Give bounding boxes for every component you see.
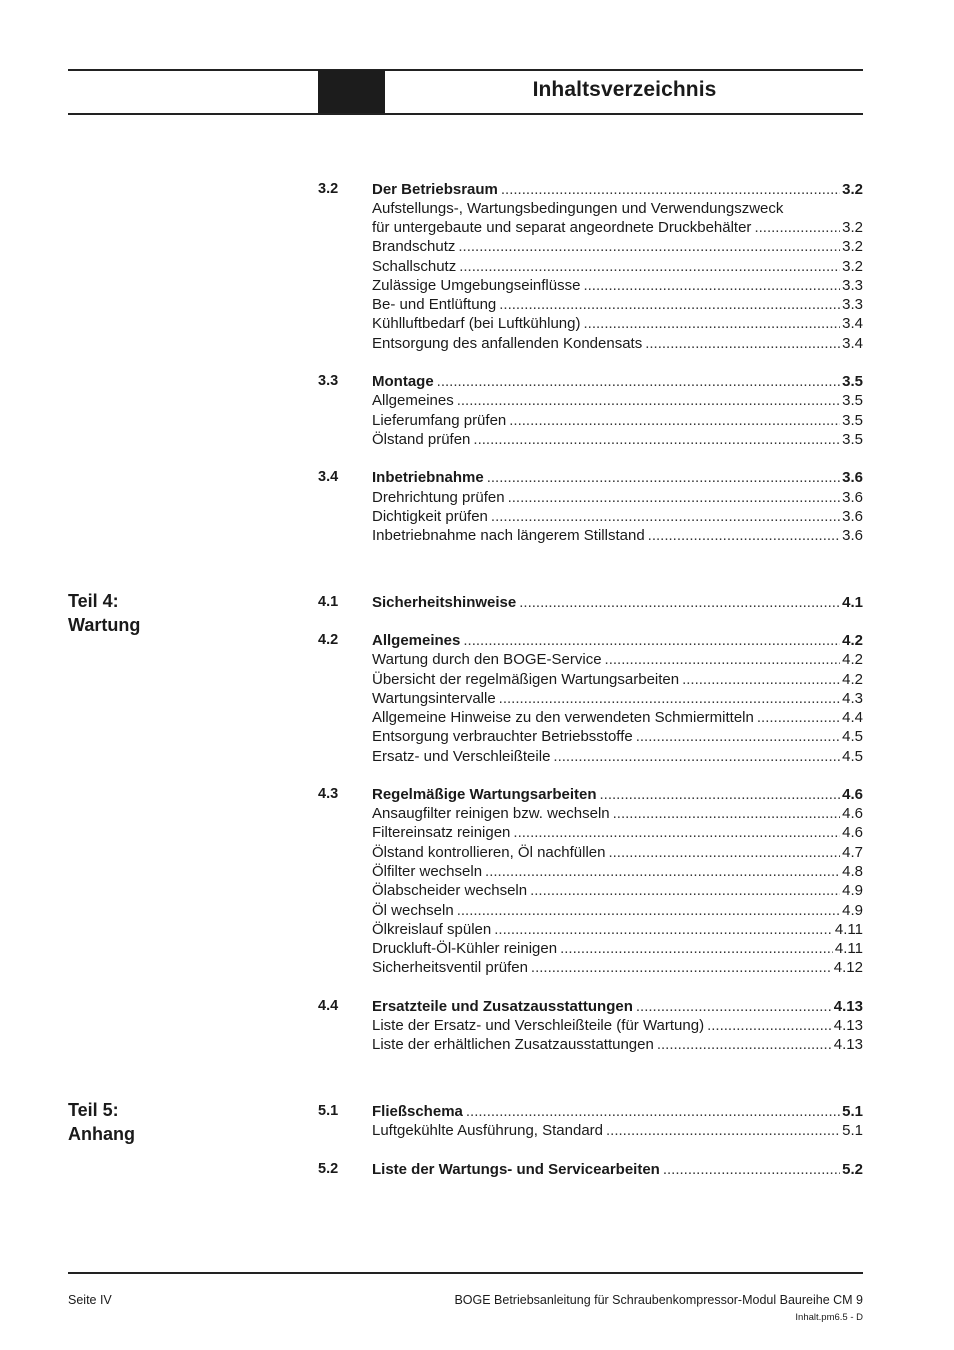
toc-dot-leader <box>553 747 840 766</box>
toc-page-number: 3.6 <box>842 508 863 525</box>
toc-entry-title: Be- und Entlüftung <box>372 296 497 313</box>
toc-entry <box>372 237 863 256</box>
part-heading-4-number: Teil 4: <box>68 591 119 611</box>
toc-entry-title: Ölstand prüfen <box>372 431 471 448</box>
toc-entry-title: Inbetriebnahme <box>372 469 484 486</box>
toc-entry <box>372 785 863 804</box>
toc-entry-row <box>318 1016 863 1035</box>
toc-dot-leader <box>657 1035 832 1054</box>
toc-entry <box>372 1102 863 1121</box>
toc-entry-title: Entsorgung des anfallenden Kondensats <box>372 335 643 352</box>
toc-page-number: 3.2 <box>842 258 863 275</box>
toc-page-number: 3.6 <box>842 489 863 506</box>
toc-page-number: 3.3 <box>842 277 863 294</box>
toc-entry-title: Übersicht der regelmäßigen Wartungsarbeiten <box>372 671 680 688</box>
toc-entry <box>372 1035 863 1054</box>
toc-entry <box>372 958 863 977</box>
toc-entry-title: Öl wechseln <box>372 902 454 919</box>
toc-dot-leader <box>600 785 841 804</box>
toc-page-number: 4.4 <box>842 709 863 726</box>
toc-entry-title: Ölstand kontrollieren, Öl nachfüllen <box>372 844 606 861</box>
toc-section-number: 5.2 <box>318 1161 339 1177</box>
toc-entry-title: Regelmäßige Wartungsarbeiten <box>372 786 597 803</box>
toc-entry-row <box>318 295 863 314</box>
part-heading-4 <box>68 589 140 637</box>
toc-dot-leader <box>499 295 840 314</box>
toc-page-number: 4.6 <box>842 786 863 803</box>
toc-entry <box>372 650 863 669</box>
toc-dot-leader <box>494 920 833 939</box>
toc-entry-row <box>318 1035 863 1054</box>
toc-entry-title: Drehrichtung prüfen <box>372 489 505 506</box>
part-heading-5-title: Anhang <box>68 1124 135 1144</box>
toc-page-number: 4.11 <box>834 921 863 938</box>
toc-entry-row <box>318 881 863 900</box>
toc-entry-title: Kühlluftbedarf (bei Luftkühlung) <box>372 315 581 332</box>
toc-entry <box>372 526 863 545</box>
toc-page-number: 4.12 <box>833 959 863 976</box>
toc-entry <box>372 1160 863 1179</box>
page-title: Inhaltsverzeichnis <box>532 78 717 101</box>
toc-page-number: 3.2 <box>842 238 863 255</box>
toc-entry <box>372 199 863 218</box>
toc-entry <box>372 862 863 881</box>
toc-page-number: 3.4 <box>842 315 863 332</box>
toc-entry <box>372 257 863 276</box>
toc-entry <box>372 727 863 746</box>
toc-entry-title: Sicherheitsventil prüfen <box>372 959 528 976</box>
toc-entry-row <box>318 237 863 256</box>
toc-page-number: 4.9 <box>842 902 863 919</box>
toc-entry-title: Inbetriebnahme nach längerem Stillstand <box>372 527 645 544</box>
toc-dot-leader <box>583 314 840 333</box>
toc-entry <box>372 372 863 391</box>
toc-section-number: 4.4 <box>318 998 339 1014</box>
toc-section-number: 5.1 <box>318 1103 339 1119</box>
toc-dot-leader <box>583 276 840 295</box>
toc-page-number: 4.2 <box>842 671 863 688</box>
toc-page-number: 4.9 <box>842 882 863 899</box>
toc-entry <box>372 804 863 823</box>
toc-entry <box>372 670 863 689</box>
toc-entry <box>372 1121 863 1140</box>
toc-dot-leader <box>473 430 840 449</box>
toc-entry-row <box>318 862 863 881</box>
toc-entry-title: Der Betriebsraum <box>372 181 498 198</box>
toc-section-number: 3.3 <box>318 373 339 389</box>
toc-entry-title: Filtereinsatz reinigen <box>372 824 511 841</box>
toc-entry <box>372 430 863 449</box>
toc-entry-title: Fließschema <box>372 1103 463 1120</box>
toc-entry-row <box>318 650 863 669</box>
toc-page-number: 3.5 <box>842 412 863 429</box>
toc-section-row <box>318 1160 863 1179</box>
toc-page-number: 4.5 <box>842 728 863 745</box>
toc-entry-row <box>318 276 863 295</box>
toc-entry <box>372 708 863 727</box>
header-bottom-rule <box>68 113 863 115</box>
toc-entry-row <box>318 689 863 708</box>
toc-dot-leader <box>437 372 840 391</box>
toc-entry-title: Zulässige Umgebungseinflüsse <box>372 277 581 294</box>
toc-entry <box>372 689 863 708</box>
toc-section-number: 3.2 <box>318 181 339 197</box>
toc-dot-leader <box>530 881 840 900</box>
toc-dot-leader <box>645 334 840 353</box>
toc-page-number: 3.5 <box>842 373 863 390</box>
toc-entry-row <box>318 901 863 920</box>
toc-entry <box>372 920 863 939</box>
toc-page-number: 5.2 <box>842 1161 863 1178</box>
toc-entry-row <box>318 199 863 218</box>
toc-section-number: 3.4 <box>318 469 339 485</box>
toc-section-row <box>318 593 863 612</box>
toc-dot-leader <box>754 218 840 237</box>
toc-entry-title: Ansaugfilter reinigen bzw. wechseln <box>372 805 610 822</box>
toc-dot-leader <box>463 631 840 650</box>
toc-dot-leader <box>636 727 840 746</box>
toc-entry-row <box>318 843 863 862</box>
toc-dot-leader <box>608 843 840 862</box>
toc-entry-row <box>318 430 863 449</box>
toc-entry-title: für untergebaute und separat angeordnete Druckbehälter <box>372 219 752 236</box>
toc-entry <box>372 334 863 353</box>
part-heading-5-number: Teil 5: <box>68 1100 119 1120</box>
toc-page-number: 4.6 <box>842 805 863 822</box>
toc-page-number: 3.3 <box>842 296 863 313</box>
toc-dot-leader <box>491 507 840 526</box>
toc-entry-title: Entsorgung verbrauchter Betriebsstoffe <box>372 728 633 745</box>
toc-entry <box>372 411 863 430</box>
toc-entry-row <box>318 708 863 727</box>
toc-entry-title: Montage <box>372 373 434 390</box>
toc-entry-title: Ersatz- und Verschleißteile <box>372 748 551 765</box>
toc-dot-leader <box>663 1160 840 1179</box>
toc-entry-row <box>318 257 863 276</box>
toc-page-number: 4.7 <box>842 844 863 861</box>
toc-dot-leader <box>613 804 841 823</box>
part-heading-4-title: Wartung <box>68 615 141 635</box>
toc-dot-leader <box>757 708 840 727</box>
toc-dot-leader <box>457 391 840 410</box>
toc-entry-title: Liste der Ersatz- und Verschleißteile (für Wartung) <box>372 1017 705 1034</box>
toc-entry <box>372 881 863 900</box>
toc-entry-row <box>318 488 863 507</box>
toc-entry-title: Aufstellungs-, Wartungsbedingungen und Verwendungszweck <box>372 200 784 217</box>
toc-entry-row <box>318 391 863 410</box>
footer-document-title: BOGE Betriebsanleitung für Schraubenkompressor-Modul Baureihe CM 9 <box>454 1293 863 1307</box>
toc-entry <box>372 180 863 199</box>
toc-entry-row <box>318 747 863 766</box>
toc-entry <box>372 593 863 612</box>
toc-dot-leader <box>648 526 840 545</box>
toc-entry-title: Liste der erhältlichen Zusatzausstattungen <box>372 1036 654 1053</box>
toc-entry-title: Lieferumfang prüfen <box>372 412 507 429</box>
toc-page-number: 5.1 <box>842 1103 863 1120</box>
toc-entry-title: Ersatzteile und Zusatzausstattungen <box>372 998 633 1015</box>
toc-entry <box>372 295 863 314</box>
toc-entry-title: Ölabscheider wechseln <box>372 882 528 899</box>
toc-entry <box>372 488 863 507</box>
toc-entry <box>372 391 863 410</box>
toc-entry-row <box>318 939 863 958</box>
toc-section-row <box>318 468 863 487</box>
toc-dot-leader <box>636 997 832 1016</box>
toc-entry <box>372 1016 863 1035</box>
toc-page-number: 4.8 <box>842 863 863 880</box>
toc-entry <box>372 631 863 650</box>
toc-entry-row <box>318 920 863 939</box>
toc-entry-title: Allgemeine Hinweise zu den verwendeten Schmiermitteln <box>372 709 754 726</box>
toc-entry-title: Luftgekühlte Ausführung, Standard <box>372 1122 604 1139</box>
toc-page-number: 4.13 <box>833 1017 863 1034</box>
toc-entry <box>372 314 863 333</box>
toc-entry-title: Wartungsintervalle <box>372 690 496 707</box>
toc-dot-leader <box>606 1121 840 1140</box>
toc-page-number: 3.6 <box>842 527 863 544</box>
toc-entry-row <box>318 334 863 353</box>
toc-entry-title: Allgemeines <box>372 632 461 649</box>
toc-dot-leader <box>459 257 840 276</box>
footer-page-number: Seite IV <box>68 1293 112 1307</box>
toc-entry <box>372 843 863 862</box>
toc-entry-title: Ölfilter wechseln <box>372 863 483 880</box>
toc-entry-title: Brandschutz <box>372 238 456 255</box>
footer-rule <box>68 1272 863 1274</box>
toc-entry-row <box>318 526 863 545</box>
toc-entry <box>372 507 863 526</box>
toc-entry <box>372 997 863 1016</box>
toc-section-row <box>318 785 863 804</box>
toc-entry-row <box>318 1121 863 1140</box>
toc-entry <box>372 939 863 958</box>
toc-entry-title: Schallschutz <box>372 258 457 275</box>
toc-page-number: 4.6 <box>842 824 863 841</box>
toc-page-number: 3.2 <box>842 219 863 236</box>
toc-entry <box>372 276 863 295</box>
toc-page-number: 4.13 <box>833 1036 863 1053</box>
toc-entry-row <box>318 670 863 689</box>
toc-entry-row <box>318 823 863 842</box>
part-heading-5 <box>68 1098 135 1146</box>
toc-dot-leader <box>485 862 840 881</box>
toc-dot-leader <box>707 1016 832 1035</box>
toc-dot-leader <box>499 689 840 708</box>
toc-page-number: 3.2 <box>842 181 863 198</box>
toc-page-number: 4.13 <box>833 998 863 1015</box>
toc-dot-leader <box>531 958 832 977</box>
toc-entry-row <box>318 411 863 430</box>
toc-entry-row <box>318 218 863 237</box>
toc-entry-row <box>318 958 863 977</box>
toc-entry-title: Allgemeines <box>372 392 454 409</box>
toc-entry <box>372 468 863 487</box>
toc-dot-leader <box>560 939 833 958</box>
toc-dot-leader <box>457 901 840 920</box>
toc-page-number: 4.2 <box>842 632 863 649</box>
toc-section-row <box>318 631 863 650</box>
toc-entry-title: Ölkreislauf spülen <box>372 921 492 938</box>
toc-section-row <box>318 372 863 391</box>
toc-entry-row <box>318 314 863 333</box>
toc-page-number: 3.5 <box>842 392 863 409</box>
toc-page-number: 5.1 <box>842 1122 863 1139</box>
toc-entry-row <box>318 507 863 526</box>
toc-dot-leader <box>466 1102 840 1121</box>
toc-section-row <box>318 180 863 199</box>
toc-page-number: 3.6 <box>842 469 863 486</box>
toc-dot-leader <box>519 593 840 612</box>
toc-dot-leader <box>501 180 840 199</box>
footer-file-name: Inhalt.pm6.5 - D <box>795 1312 863 1323</box>
toc-dot-leader <box>487 468 840 487</box>
toc-page-number: 4.11 <box>834 940 863 957</box>
toc-section-number: 4.3 <box>318 786 339 802</box>
toc-page-number: 4.5 <box>842 748 863 765</box>
toc-page-number: 4.2 <box>842 651 863 668</box>
toc-page-number: 3.4 <box>842 335 863 352</box>
toc-entry-title: Sicherheitshinweise <box>372 594 517 611</box>
toc-entry-row <box>318 804 863 823</box>
toc-dot-leader <box>605 650 841 669</box>
toc-entry <box>372 823 863 842</box>
toc-dot-leader <box>509 411 840 430</box>
toc-entry <box>372 747 863 766</box>
toc-entry-title: Druckluft-Öl-Kühler reinigen <box>372 940 558 957</box>
toc-section-row <box>318 1102 863 1121</box>
toc-dot-leader <box>508 488 841 507</box>
toc-entry <box>372 218 863 237</box>
toc-entry-title: Wartung durch den BOGE-Service <box>372 651 602 668</box>
toc-page-number: 3.5 <box>842 431 863 448</box>
toc-section-number: 4.1 <box>318 594 339 610</box>
toc-section-number: 4.2 <box>318 632 339 648</box>
toc-entry <box>372 901 863 920</box>
toc-page-number: 4.1 <box>842 594 863 611</box>
toc-dot-leader <box>513 823 840 842</box>
header-top-rule <box>68 69 863 71</box>
toc-dot-leader <box>458 237 840 256</box>
toc-entry-title: Dichtigkeit prüfen <box>372 508 488 525</box>
toc-page-number: 4.3 <box>842 690 863 707</box>
toc-entry-title: Liste der Wartungs- und Servicearbeiten <box>372 1161 660 1178</box>
toc-section-row <box>318 997 863 1016</box>
toc-entry-row <box>318 727 863 746</box>
toc-dot-leader <box>682 670 840 689</box>
header-black-block <box>318 70 385 113</box>
